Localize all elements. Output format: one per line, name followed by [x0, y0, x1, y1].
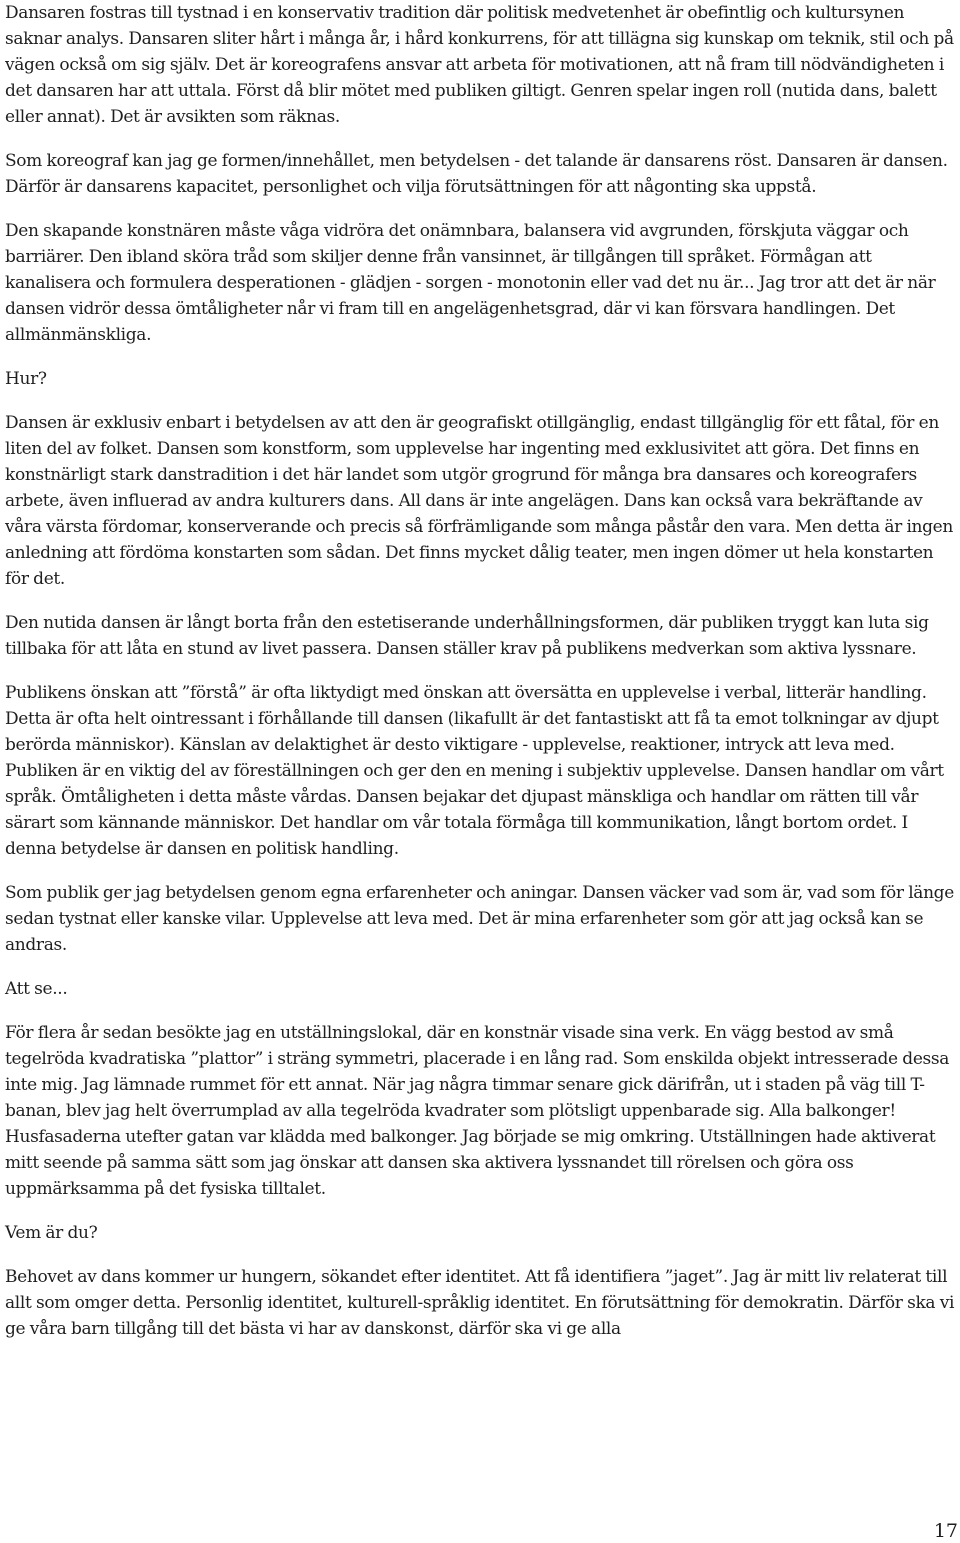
heading-hur: Hur? — [5, 369, 47, 389]
heading-vem-ar-du: Vem är du? — [5, 1223, 98, 1243]
paragraph-need-for-dance: Behovet av dans kommer ur hungern, sökandet efter identitet. Att få identifiera ”jaget”. Jag är mitt liv relaterat till allt som omger detta. Personlig identitet, kulturell-språklig identitet. En förutsättning för demokratin. Därför ska vi ge våra barn tillgång till det bästa vi har av danskonst, därför ska vi ge alla — [5, 1267, 955, 1339]
paragraph-audience-understanding: Publikens önskan att ”förstå” är ofta liktydigt med önskan att översätta en upplevelse i verbal, litterär handling. Detta är ofta helt ointressant i förhållande till dansen (likafullt är det fantastiskt att få ta emot tolkningar av djupt berörda människor). Känslan av delaktighet är desto viktigare - upplevelse, reaktioner, intryck att leva med. Publiken är en viktig del av föreställningen och ger den en mening i subjektiv upplevelse. Dansen handlar om vårt språk. Ömtåligheten i detta måste vårdas. Dansen bejakar det djupast mänskliga och handlar om rätten till vår särart som kännande människor. Det handlar om vår totala förmåga till kommunikation, långt bortom ordet. I denna betydelse är dansen en politisk handling. — [5, 683, 944, 859]
paragraph-contemporary-dance: Den nutida dansen är långt borta från den estetiserande underhållningsformen, där publiken tryggt kan luta sig tillbaka för att låta en stund av livet passera. Dansen ställer krav på publikens medverkan som aktiva lyssnare. — [5, 613, 929, 659]
paragraph-dancer-tradition: Dansaren fostras till tystnad i en konservativ tradition där politisk medvetenhet är obefintlig och kultursynen saknar analys. Dansaren sliter hårt i många år, i hård konkurrens, för att tillägna sig kunskap om teknik, stil och på vägen också om sig själv. Det är koreografens ansvar att arbeta för motivationen, att nå fram till nödvändigheten i det dansaren har att uttala. Först då blir mötet med publiken giltigt. Genren spelar ingen roll (nutida dans, balett eller annat). Det är avsikten som räknas. — [5, 3, 954, 127]
document-page — [5, 0, 957, 1342]
paragraph-exhibition-story: För flera år sedan besökte jag en utställningslokal, där en konstnär visade sina verk. En vägg bestod av små tegelröda kvadratiska ”plattor” i sträng symmetri, placerade i en lång rad. Som enskilda objekt intresserade dessa inte mig. Jag lämnade rummet för ett annat. När jag några timmar senare gick därifrån, ut i staden på väg till T-banan, blev jag helt överrumplad av alla tegelröda kvadrater som plötsligt uppenbarade sig. Alla balkonger! Husfasaderna utefter gatan var klädda med balkonger. Jag började se mig omkring. Utställningen hade aktiverat mitt seende på samma sätt som jag önskar att dansen ska aktivera lyssnandet till rörelsen och göra oss uppmärksamma på det fysiska tilltalet. — [5, 1023, 950, 1199]
page-number: 17 — [933, 1520, 958, 1542]
paragraph-exclusive-dance: Dansen är exklusiv enbart i betydelsen av att den är geografiskt otillgänglig, endast tillgänglig för ett fåtal, för en liten del av folket. Dansen som konstform, som upplevelse har ingenting med exklusivitet att göra. Det finns en konstnärligt stark danstradition i det här landet som utgör grogrund för många bra dansares och koreografers arbete, även influerad av andra kulturers dans. All dans är inte angelägen. Dans kan också vara bekräftande av våra värsta fördomar, konserverande och precis så förfrämligande som många påstår den vara. Men detta är ingen anledning att fördöma konstarten som sådan. Det finns mycket dålig teater, men ingen dömer ut hela konstarten för det. — [5, 413, 953, 589]
paragraph-creative-artist: Den skapande konstnären måste våga vidröra det onämnbara, balansera vid avgrunden, förskjuta väggar och barriärer. Den ibland sköra tråd som skiljer denne från vansinnet, är tillgången till språket. Förmågan att kanalisera och formulera desperationen - glädjen - sorgen - monotonin eller vad det nu är... Jag tror att det är när dansen vidrör dessa ömtåligheter når vi fram till en angelägenhetsgrad, där vi kan försvara handlingen. Det allmänmänskliga. — [5, 221, 936, 345]
paragraph-audience-meaning: Som publik ger jag betydelsen genom egna erfarenheter och aningar. Dansen väcker vad som är, vad som för länge sedan tystnat eller kanske vilar. Upplevelse att leva med. Det är mina erfarenheter som gör att jag också kan se andras. — [5, 883, 954, 955]
paragraph-choreographer-form: Som koreograf kan jag ge formen/innehållet, men betydelsen - det talande är dansarens röst. Dansaren är dansen. Därför är dansarens kapacitet, personlighet och vilja förutsättningen för att någonting ska uppstå. — [5, 151, 948, 197]
heading-att-se: Att se... — [5, 979, 68, 999]
